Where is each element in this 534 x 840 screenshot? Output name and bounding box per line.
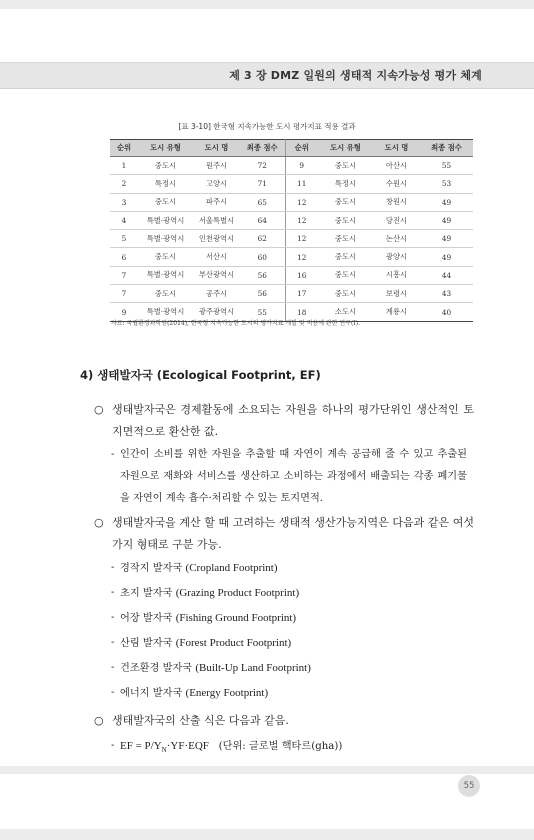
city-type-cell: 중도시 xyxy=(138,285,193,303)
table-source-note: 자료: 국립환경과학원(2014), 한국형 지속가능한 도시의 평가지표 개발 및 적용에 관한 연구(Ⅰ). xyxy=(111,320,360,327)
city-type-cell: 중도시 xyxy=(318,211,373,229)
city-name-cell: 파주시 xyxy=(193,193,240,211)
bullet-circle-icon: ○ xyxy=(94,714,104,727)
score-cell: 44 xyxy=(420,266,473,284)
section-title: 4) 생태발자국 (Ecological Footprint, EF) xyxy=(80,368,321,382)
land-type-item xyxy=(111,682,467,705)
table-row xyxy=(110,230,473,248)
city-type-cell: 중도시 xyxy=(318,285,373,303)
score-cell: 49 xyxy=(420,248,473,266)
land-type-en: (Grazing Product Footprint) xyxy=(175,587,300,599)
top-margin-bar xyxy=(0,0,534,9)
land-type-en: (Forest Product Footprint) xyxy=(175,637,292,649)
city-type-cell: 특별·광역시 xyxy=(138,266,193,284)
city-type-cell: 중도시 xyxy=(318,248,373,266)
score-cell: 55 xyxy=(240,303,285,321)
header-final-score: 최종 점수 xyxy=(240,140,285,157)
table-caption: [표 3-10] 한국형 지속가능한 도시 평가지표 적용 결과 xyxy=(178,122,356,131)
formula-lhs: EF = P/Y xyxy=(120,740,162,752)
rank-cell: 12 xyxy=(285,193,318,211)
city-type-cell: 중도시 xyxy=(138,157,193,175)
city-type-cell: 소도시 xyxy=(318,303,373,321)
city-name-cell: 원주시 xyxy=(193,157,240,175)
land-type-ko: 어장 발자국 xyxy=(120,613,173,624)
score-cell: 49 xyxy=(420,211,473,229)
rank-cell: 9 xyxy=(285,157,318,175)
land-type-item xyxy=(111,607,467,630)
score-cell: 60 xyxy=(240,248,285,266)
land-type-item xyxy=(111,582,467,605)
bullet-definition xyxy=(94,399,474,443)
city-name-cell: 창원시 xyxy=(373,193,420,211)
rank-cell: 12 xyxy=(285,248,318,266)
city-type-cell: 중도시 xyxy=(318,157,373,175)
city-name-cell: 당진시 xyxy=(373,211,420,229)
land-type-ko: 경작지 발자국 xyxy=(120,563,183,574)
city-name-cell: 인천광역시 xyxy=(193,230,240,248)
city-name-cell: 시흥시 xyxy=(373,266,420,284)
city-type-cell: 중도시 xyxy=(318,230,373,248)
bottom-margin-bar xyxy=(0,829,534,840)
score-cell: 65 xyxy=(240,193,285,211)
bullet-text: 생태발자국은 경제활동에 소요되는 자원을 하나의 평가단위인 생산적인 토지면적으로 환산한 값. xyxy=(112,403,474,438)
rank-cell: 2 xyxy=(110,175,138,193)
score-cell: 40 xyxy=(420,303,473,321)
rank-cell: 6 xyxy=(110,248,138,266)
rank-cell: 1 xyxy=(110,157,138,175)
rank-cell: 11 xyxy=(285,175,318,193)
rank-cell: 3 xyxy=(110,193,138,211)
header-city-name: 도시 명 xyxy=(193,140,240,157)
rank-cell: 4 xyxy=(110,211,138,229)
city-type-cell: 중도시 xyxy=(318,193,373,211)
header-final-score: 최종 점수 xyxy=(420,140,473,157)
city-name-cell: 논산시 xyxy=(373,230,420,248)
dash-marker: - xyxy=(111,587,115,598)
land-type-en: (Cropland Footprint) xyxy=(185,562,278,574)
dash-marker: - xyxy=(111,562,115,573)
rank-cell: 7 xyxy=(110,285,138,303)
chapter-title: 제 3 장 DMZ 일원의 생태적 지속가능성 평가 체계 xyxy=(229,69,482,82)
dash-marker: - xyxy=(111,612,115,623)
header-city-name: 도시 명 xyxy=(373,140,420,157)
rank-cell: 5 xyxy=(110,230,138,248)
city-name-cell: 광주광역시 xyxy=(193,303,240,321)
header-rank: 순위 xyxy=(110,140,138,157)
bullet-land-types xyxy=(94,512,474,556)
rank-cell: 17 xyxy=(285,285,318,303)
bullet-circle-icon: ○ xyxy=(94,516,104,529)
land-type-item xyxy=(111,557,467,580)
rank-cell: 12 xyxy=(285,230,318,248)
formula-subscript: N xyxy=(161,746,167,755)
table-row xyxy=(110,157,473,175)
score-cell: 55 xyxy=(420,157,473,175)
land-type-ko: 산림 발자국 xyxy=(120,638,173,649)
table-row xyxy=(110,285,473,303)
city-name-cell: 서산시 xyxy=(193,248,240,266)
score-cell: 53 xyxy=(420,175,473,193)
rank-cell: 9 xyxy=(110,303,138,321)
land-type-en: (Energy Footprint) xyxy=(185,687,269,699)
dash-marker: - xyxy=(111,449,115,460)
land-type-item xyxy=(111,632,467,655)
city-name-cell: 보령시 xyxy=(373,285,420,303)
bullet-text: 생태발자국의 산출 식은 다음과 같음. xyxy=(112,714,289,727)
city-type-cell: 중도시 xyxy=(138,193,193,211)
city-type-cell: 중도시 xyxy=(318,266,373,284)
city-name-cell: 고양시 xyxy=(193,175,240,193)
land-type-ko: 건조환경 발자국 xyxy=(120,663,193,674)
rank-cell: 18 xyxy=(285,303,318,321)
table-row xyxy=(110,175,473,193)
score-cell: 49 xyxy=(420,193,473,211)
header-city-type: 도시 유형 xyxy=(318,140,373,157)
city-name-cell: 부산광역시 xyxy=(193,266,240,284)
formula-rhs: ·YF·EQF xyxy=(166,740,209,752)
dash-marker: - xyxy=(111,637,115,648)
score-cell: 72 xyxy=(240,157,285,175)
land-type-ko: 초지 발자국 xyxy=(120,588,173,599)
page-number: 55 xyxy=(458,775,480,797)
formula-line xyxy=(111,735,467,761)
city-name-cell: 공주시 xyxy=(193,285,240,303)
land-type-en: (Fishing Ground Footprint) xyxy=(175,612,297,624)
table-row xyxy=(110,211,473,229)
rank-cell: 12 xyxy=(285,211,318,229)
score-cell: 56 xyxy=(240,266,285,284)
land-type-en: (Built-Up Land Footprint) xyxy=(195,662,311,674)
header-rank: 순위 xyxy=(285,140,318,157)
city-name-cell: 계룡시 xyxy=(373,303,420,321)
dash-marker: - xyxy=(111,740,115,751)
city-type-cell: 중도시 xyxy=(138,248,193,266)
table-row xyxy=(110,266,473,284)
formula-unit: (단위: 글로벌 핵타르(gha)) xyxy=(218,741,343,752)
footer-band xyxy=(0,766,534,774)
score-cell: 62 xyxy=(240,230,285,248)
city-type-cell: 특정시 xyxy=(138,175,193,193)
bullet-formula-intro xyxy=(94,710,474,732)
score-cell: 64 xyxy=(240,211,285,229)
land-type-ko: 에너지 발자국 xyxy=(120,688,183,699)
city-score-table xyxy=(110,139,473,322)
dash-marker: - xyxy=(111,662,115,673)
score-cell: 56 xyxy=(240,285,285,303)
bullet-text: 생태발자국을 계산 할 때 고려하는 생태적 생산가능지역은 다음과 같은 여섯 가지 형태로 구분 가능. xyxy=(112,516,474,551)
rank-cell: 7 xyxy=(110,266,138,284)
dash-marker: - xyxy=(111,687,115,698)
rank-cell: 16 xyxy=(285,266,318,284)
city-type-cell: 특별·광역시 xyxy=(138,303,193,321)
table-header-row xyxy=(110,140,473,157)
bullet-circle-icon: ○ xyxy=(94,403,104,416)
city-name-cell: 수원시 xyxy=(373,175,420,193)
score-cell: 49 xyxy=(420,230,473,248)
city-type-cell: 특정시 xyxy=(318,175,373,193)
sub-item-text: 인간이 소비를 위한 자원을 추출할 때 자연이 계속 공급해 줄 수 있고 추출된 자원으로 재화와 서비스를 생산하고 소비하는 과정에서 배출되는 각종 폐기물을 자연이 계속 흡수·처리할 수 있는 토지면적. xyxy=(120,449,467,504)
table-row xyxy=(110,248,473,266)
score-cell: 71 xyxy=(240,175,285,193)
table-row xyxy=(110,193,473,211)
city-name-cell: 서울특별시 xyxy=(193,211,240,229)
chapter-header xyxy=(0,62,534,89)
score-cell: 43 xyxy=(420,285,473,303)
city-name-cell: 광양시 xyxy=(373,248,420,266)
city-name-cell: 아산시 xyxy=(373,157,420,175)
city-type-cell: 특별·광역시 xyxy=(138,230,193,248)
city-type-cell: 특별·광역시 xyxy=(138,211,193,229)
header-city-type: 도시 유형 xyxy=(138,140,193,157)
sub-item-explanation xyxy=(111,444,467,510)
land-type-item xyxy=(111,657,467,680)
